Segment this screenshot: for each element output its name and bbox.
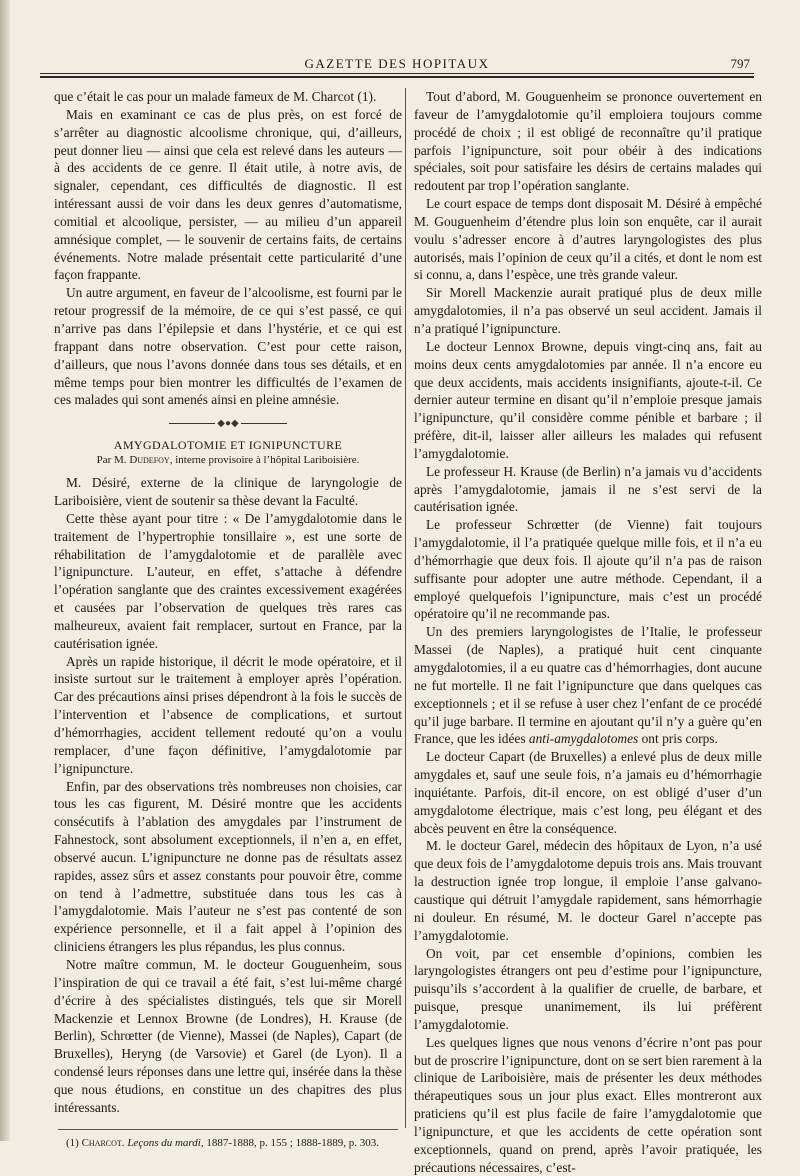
footnote-marker: (1)	[66, 1136, 79, 1149]
italic-term: anti-amygdalotomes	[528, 731, 639, 747]
paragraph: M. Désiré, externe de la clinique de laryngologie de Lariboisière, vient de soutenir sa thèse devant la Faculté.	[54, 475, 402, 509]
paragraph-text: ont pris corps.	[641, 731, 718, 747]
paragraph: Tout d’abord, M. Gouguenheim se prononce ouvertement en faveur de l’amygdalotomie qu’il emploiera toujours comme procédé de choix ; il est obligé de reconnaître qu’il pratique parfois l’ignipuncture, soit pour obéir à des indications spéciales, soit pour satisfaire les désirs de certains malades qui redoutent par trop l’opération sanglante.	[414, 89, 762, 194]
footnote-separator	[58, 1129, 398, 1130]
paragraph: Après un rapide historique, il décrit le mode opératoire, et il insiste surtout sur le traitement à employer après l’opération. Car des précautions ainsi prises dépendront à la fois le succès de l’intervention et l’absence de complications, et surtout d’hémorrhagies, accident tellement redouté qu’on a voulu remplacer, d’une façon définitive, l’amygdalotomie par l’ignipuncture.	[54, 653, 402, 776]
column-divider	[405, 88, 406, 1128]
paragraph: Les quelques lignes que nous venons d’écrire n’ont pas pour but de proscrire l’ignipuncture, dont on se sert bien rarement à la clinique de Lariboisière, mais de présenter les deux méthodes thérapeutiques sous un jour plus exact. Elles montreront aux praticiens qu’il est plus facile de faire l’amygdalotomie que l’ignipuncture, et que les accidents de cette opération sont exceptionnels, quand on prend, après l’avoir pratiquée, les précautions nécessaires, c’est-	[414, 1034, 762, 1175]
paragraph: Notre maître commun, M. le docteur Gouguenheim, sous l’inspiration de qui ce travail a été fait, s’est lui-même chargé d’écrire à des spécialistes distingués, tels que sir Morell Mackenzie et Lennox Browne (de Londres), H. Krause (de Berlin), Schrœtter (de Vienne), Massei (de Naples), Capart (de Bruxelles), Heryng (de Varsovie) et Garel (de Lyon). Il a condensé leurs réponses dans une lettre qui, insérée dans la thèse que nous étudions, en constitue un des chapitres des plus intéressants.	[54, 956, 402, 1115]
footnote-author: Charcot.	[81, 1136, 125, 1149]
paragraph	[414, 623, 762, 748]
paragraph: M. le docteur Garel, médecin des hôpitaux de Lyon, n’a usé que deux fois de l’amygdalotome depuis trois ans. Mais trouvant la destruction ignée trop longue, il emploie l’anse galvano-caustique qui détruit l’amygdale rapidement, sans hémorrhagie ni douleur. En résumé, M. le docteur Garel n’accepte pas l’amygdalotomie.	[414, 838, 762, 943]
footnote-title: Leçons du mardi,	[127, 1136, 204, 1149]
paragraph: Sir Morell Mackenzie aurait pratiqué plus de deux mille amygdalotomies, il n’a pas observé un seul accident. Jamais il n’a pratiqué l’ignipuncture.	[414, 285, 762, 336]
paragraph: Le professeur H. Krause (de Berlin) n’a jamais vu d’accidents après l’amygdalotomie, jamais il ne s’est servi de la cautérisation ignée.	[414, 463, 762, 515]
left-column	[54, 88, 402, 1149]
byline-author: Dudefoy	[129, 454, 170, 467]
paragraph-text: Un des premiers laryngologistes de l’Italie, le professeur Massei (de Naples), a pratiqué huit cent cinquante amygdalotomies, il a eu quatre cas d’hémorrhagies, dont aucune ne fut mortelle. Il ne fait l’ignipuncture que dans quelques cas exceptionnels ; et il se refuse à user chez l’enfant de ce procédé qu’il juge barbare. Il termine en ajoutant qu’il n’y a guère qu’en France, que les idées	[414, 624, 762, 747]
byline-prefix: Par M.	[96, 454, 127, 467]
page-number: 797	[730, 56, 750, 71]
header-rule-top	[40, 73, 754, 74]
paragraph: Cette thèse ayant pour titre : « De l’amygdalotomie dans le traitement de l’hypertrophie tonsillaire », est une sorte de réhabilitation de l’amygdalotomie et de parallèle avec l’ignipuncture. L’auteur, en effet, s’attache à défendre l’opération sanglante que des craintes excessivement exagérées et causées par l’observation de quelques très rares cas malheureux, avaient fait remplacer, surtout en France, par la cautérisation ignée.	[54, 510, 402, 651]
right-column	[414, 88, 762, 1175]
paragraph: Le court espace de temps dont disposait M. Désiré à empêché M. Gouguenheim d’étendre plus loin son enquête, car il aurait voulu s’adresser encore à d’autres laryngologistes des plus autorisés, mais l’opinion de ceux qu’il a cités, et dont le nom est si connu, a, dans l’espèce, une très grande valeur.	[414, 196, 762, 283]
paragraph: Le docteur Capart (de Bruxelles) a enlevé plus de deux mille amygdales et, sauf une seule fois, n’a jamais eu d’hémorrhagie inquiétante. Parfois, dit-il encore, on est obligé d’user d’un amygdalotome électrique, mais c’est long, peu élégant et des abcès peuvent en être la conséquence.	[414, 749, 762, 836]
paragraph: Le docteur Lennox Browne, depuis vingt-cinq ans, fait au moins deux cents amygdalotomies par année. Il n’a encore eu que deux accidents, mais accidents insignifiants, ajoute-t-il. Ce dernier auteur termine en disant qu’il n’emploie presque jamais l’ignipuncture, qu’il considère comme pénible et barbare ; il préfère, dit-il, laisser aller ailleurs les malades qui refusent l’amygdalotomie.	[414, 338, 762, 461]
header-rule-bottom	[40, 76, 754, 78]
paragraph: Un autre argument, en faveur de l’alcoolisme, est fourni par le retour progressif de la mémoire, de ce qui s’est passé, ce qui n’arrive pas dans l’épilepsie et dans l’hystérie, et ce qui est frappant dans notre observation. C’est pour cette raison, d’ailleurs, que nous l’avons donnée dans tous ses détails, et en même temps pour bien montrer les difficultés de l’examen de ces malades qui sont amenés ainsi en pleine amnésie.	[54, 285, 402, 408]
byline	[54, 453, 402, 468]
page-header	[40, 56, 754, 74]
paragraph: Mais en examinant ce cas de plus près, on est forcé de s’arrêter au diagnostic alcoolisme chronique, qui, d’ailleurs, peut donner lieu — ainsi que cela est relevé dans les auteurs — à des accidents de ce genre. Il était utile, à notre avis, de signaler, cependant, ces difficultés de diagnostic. Il est intéressant aussi de voir dans les deux genres d’automatisme, comitial et alcoolique, persister, — au milieu d’un appareil amnésique complet, — le souvenir de certains faits, de certains événements. Notre malade présentait cette particularité d’une façon frappante.	[54, 106, 402, 283]
paragraph: On voit, par cet ensemble d’opinions, combien les laryngologistes étrangers ont peu d’estime pour l’ignipuncture, puisqu’ils s’accordent à la qualifier de cruelle, de barbare, et puisque, presque unanimement, ils lui préfèrent l’amygdalotomie.	[414, 945, 762, 1032]
journal-title: GAZETTE DES HOPITAUX	[304, 56, 490, 71]
section-title: AMYGDALOTOMIE ET IGNIPUNCTURE	[113, 438, 343, 453]
footnote	[54, 1136, 402, 1150]
paragraph: Enfin, par des observations très nombreuses non choisies, car tous les cas figurent, M. Désiré montre que les accidents consécutifs à l’ablation des amygdales par l’instrument de Fahnestock, sont absolument exceptionnels, il n’en a, en effet, observé aucun. L’ignipuncture ne donne pas de résultats assez rapides, assez sûrs et assez constants pour pouvoir être, comme on tend à l’admettre, substituée dans tous les cas à l’amygdalotomie. Mais l’auteur ne s’est pas contenté de son expérience personnelle, et il a fait appel à l’opinion des cliniciens étrangers les plus répandus, les plus connus.	[54, 778, 402, 955]
paragraph: que c’était le cas pour un malade fameux de M. Charcot (1).	[54, 89, 377, 104]
footnote-rest: 1887-1888, p. 155 ; 1888-1889, p. 303.	[206, 1136, 379, 1149]
section-ornament: ◆●◆	[54, 417, 402, 431]
byline-suffix: , interne provisoire à l’hôpital Lariboisière.	[169, 454, 360, 467]
paragraph: Le professeur Schrœtter (de Vienne) fait toujours l’amygdalotomie, il l’a pratiquée quelque mille fois, et il n’a eu d’hémorrhagie que deux fois. Il ajoute qu’il n’a pas de raison suffisante pour adopter une autre méthode. Cependant, il a employé quelquefois l’ignipuncture, mais c’est un procédé opératoire qu’il ne recommande pas.	[414, 517, 762, 622]
page-binding-edge	[0, 0, 10, 1141]
